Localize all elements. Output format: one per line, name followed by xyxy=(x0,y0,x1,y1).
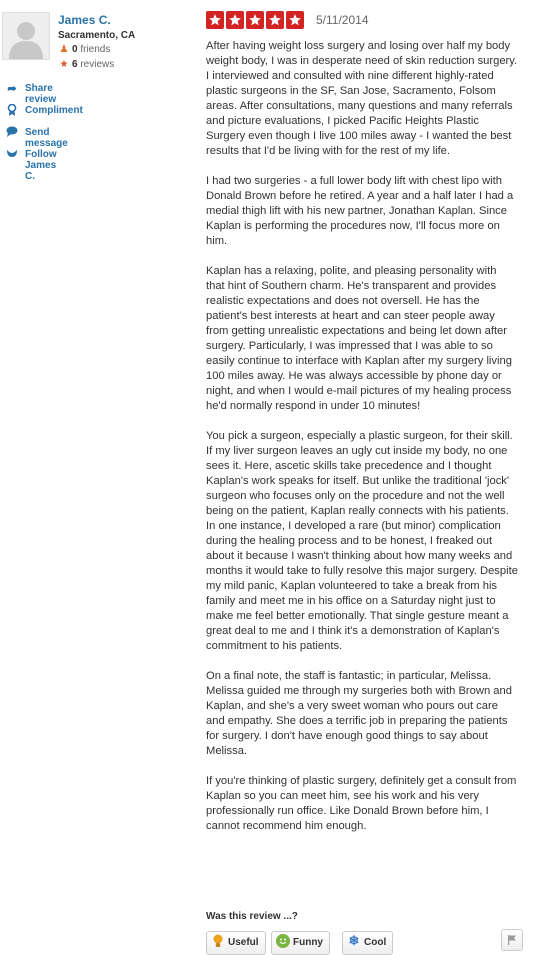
flag-icon xyxy=(508,935,517,945)
rating-star-icon xyxy=(286,11,304,29)
friends-count: 0 xyxy=(72,44,78,55)
snowflake-icon: ❄ xyxy=(348,933,360,949)
review-paragraph: After having weight loss surgery and losing over half my body weight body, I was in desperate need of skin reduction surgery. I interviewed and consulted with nine different highly-rated plastic surgeons in the SF, San Jose, Sacramento, Folsom areas. After consultations, many questions and many referrals and picture evaluations, I picked Pacific Heights Plastic Surgery even though I live 100 miles away - I wanted the best results that I'd be living with for the rest of my life. xyxy=(206,40,518,157)
reviews-stat xyxy=(58,59,114,70)
lightbulb-icon xyxy=(211,934,225,948)
review-paragraph: I had two surgeries - a full lower body lift with chest lipo with Donald Brown before he retired. A year and a half later I had a medial thigh lift with his new partner, Jonathan Kaplan. Since Kaplan is performing the procedures now, I'll focus more on him. xyxy=(206,175,514,247)
friends-label: friends xyxy=(80,44,111,55)
review-paragraph: Kaplan has a relaxing, polite, and pleasing personality with that hint of Southern charm. He's transparent and provides realistic expectations and does not oversell. He has the patient's best interests at heart and can steer people away from getting unrealistic expectations and being let down after surgery. Particularly, I was impressed that I was able to so easily continue to interface with Kaplan after my surgery living 100 miles away. He was always accessible by phone day or night, and when I would e-mail pictures of my healing process he'd normally respond in under 10 minutes! xyxy=(206,265,512,412)
useful-button[interactable]: Useful xyxy=(206,931,266,955)
friends-stat xyxy=(58,44,110,55)
review-paragraph: If you're thinking of plastic surgery, definitely get a consult from Kaplan so you can meet him, see his work and his very professionally run office. Like Donald Brown before him, I cannot recommend him enough. xyxy=(206,775,517,832)
review-paragraph: On a final note, the staff is fantastic; in particular, Melissa. Melissa guided me through my surgeries both with Brown and Kaplan, and she's a very sweet woman who pours out care and empathy. She does a terrific job in preparing the patients for surgery. I don't have enough good things to say about Melissa. xyxy=(206,670,512,757)
reviews-count: 6 xyxy=(72,59,78,70)
review-date: 5/11/2014 xyxy=(316,13,369,27)
default-avatar-icon xyxy=(3,13,49,59)
friends-icon: ♟ xyxy=(59,44,69,55)
speech-bubble-icon xyxy=(4,126,20,140)
review-paragraph: You pick a surgeon, especially a plastic surgeon, for their skill. If my liver surgeon leaves an ugly cut inside my body, no one sees it. Here, ascetic skills take precedence and I thought Kaplan's work speaks for itself. But unlike the traditional 'jock' surgeon who focuses only on the procedure and not the well being on the patient, Kaplan really connects with his patients. In one instance, I developed a rare (but minor) complication during the healing process and to be honest, I freaked out about it because I wasn't thinking about how many weeks and months it would take to fully resolve this major surgery. Despite my mild panic, Kaplan volunteered to take a break from his family and meet me in his office on a Saturday night just to make me feel better emotionally. That single gesture meant a great deal to me and I think it's a demonstration of Kaplan's commitment to his patients. xyxy=(206,430,518,652)
avatar[interactable] xyxy=(2,12,50,60)
rating-star-icon xyxy=(266,11,284,29)
user-name[interactable]: James C. xyxy=(58,13,111,27)
rating-star-icon xyxy=(226,11,244,29)
reviews-label: reviews xyxy=(80,59,115,70)
ribbon-icon xyxy=(4,104,20,119)
user-passport xyxy=(2,12,192,74)
share-arrow-icon: ➦ xyxy=(7,83,17,95)
review-star-icon: ★ xyxy=(59,59,69,70)
rating-star-icon xyxy=(246,11,264,29)
review-text xyxy=(206,39,518,849)
flag-review-button[interactable] xyxy=(501,929,523,951)
funny-button[interactable]: Funny xyxy=(271,931,330,955)
feedback-question: Was this review ...? xyxy=(206,911,298,922)
star-rating xyxy=(206,11,306,31)
rating-star-icon xyxy=(206,11,224,29)
user-location: Sacramento, CA xyxy=(58,30,136,41)
follow-icon xyxy=(4,148,20,162)
smiley-icon xyxy=(276,934,290,948)
cool-button[interactable]: ❄ Cool xyxy=(342,931,393,955)
